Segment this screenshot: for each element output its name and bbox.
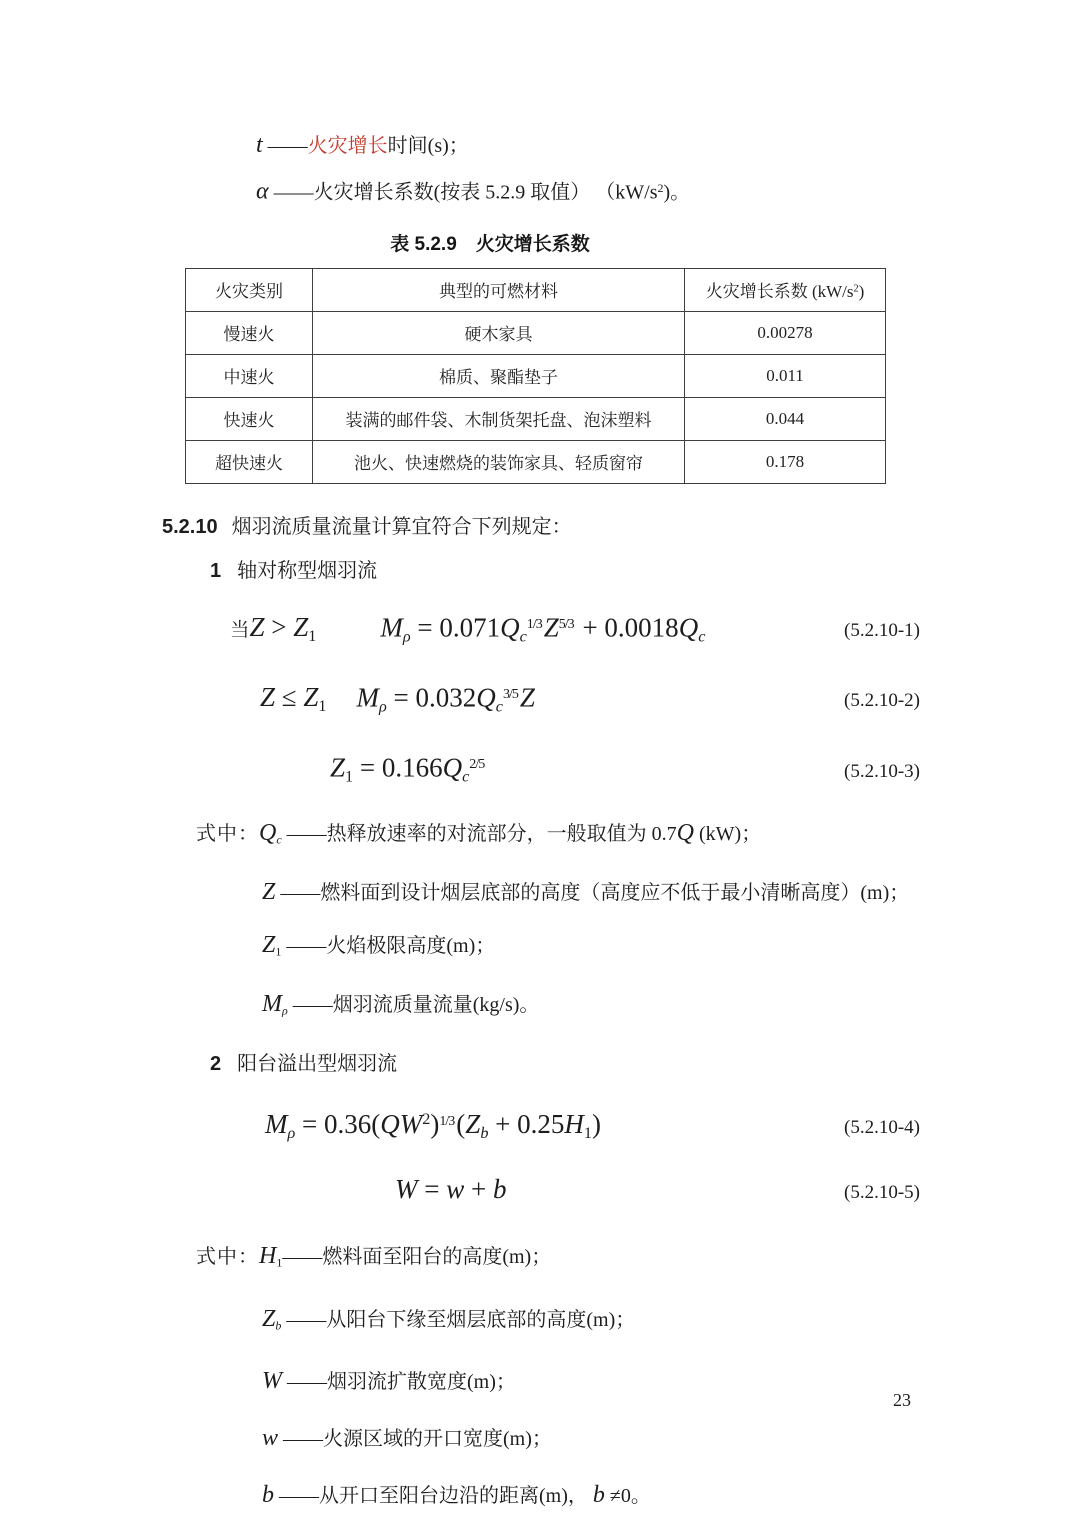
text-segment: —— bbox=[281, 1308, 327, 1331]
fire-growth-coefficient-table bbox=[185, 268, 886, 484]
equation-condition bbox=[230, 605, 316, 658]
text-segment: ( bbox=[456, 1109, 466, 1140]
where-entry bbox=[262, 1421, 920, 1456]
list-item-2 bbox=[210, 1049, 920, 1079]
text-segment: ≤ bbox=[275, 682, 304, 713]
text-segment: Q bbox=[500, 612, 520, 643]
text-segment: 1 bbox=[345, 767, 354, 786]
table-header-typical-materials: 典型的可燃材料 bbox=[313, 268, 685, 311]
where-entry-text bbox=[262, 879, 910, 906]
where-clause-block-1 bbox=[160, 816, 920, 1027]
where-entry-text bbox=[262, 1425, 552, 1452]
where-entry bbox=[262, 928, 920, 969]
text-segment: ρ bbox=[287, 1123, 296, 1142]
text-segment: 2/5 bbox=[469, 756, 485, 773]
page-number: 23 bbox=[893, 1390, 911, 1410]
text-segment: 1/3 bbox=[439, 1112, 455, 1129]
table-cell-value: 0.00278 bbox=[685, 311, 886, 354]
text-segment: c bbox=[519, 626, 527, 645]
text-segment: —— bbox=[268, 181, 314, 204]
where-label: 式中： bbox=[196, 823, 259, 846]
text-segment: QW bbox=[380, 1109, 423, 1140]
text-segment: c bbox=[698, 626, 706, 645]
text-segment: b bbox=[262, 1482, 274, 1509]
clause-number: 5.2.10 bbox=[162, 515, 218, 538]
text-segment: 5/3 bbox=[558, 615, 574, 632]
text-segment: —— bbox=[287, 993, 333, 1016]
text-segment: 1 bbox=[583, 1123, 592, 1142]
equation-condition bbox=[260, 675, 326, 728]
text-segment: —— bbox=[262, 135, 308, 157]
text-segment: b bbox=[480, 1123, 489, 1142]
definition-line-t bbox=[256, 130, 920, 161]
text-segment: —— bbox=[282, 1371, 327, 1394]
text-segment: Z bbox=[260, 682, 276, 713]
text-segment: Z bbox=[543, 612, 559, 643]
text-segment: 3/5 bbox=[502, 685, 518, 702]
table-row bbox=[186, 440, 886, 483]
equation-5-2-10-1 bbox=[160, 602, 920, 658]
table-cell-materials: 装满的邮件袋、木制货架托盘、泡沫塑料 bbox=[313, 397, 685, 440]
where-entry bbox=[262, 1364, 920, 1399]
equation-5-2-10-2 bbox=[160, 672, 920, 728]
text-segment: )。 bbox=[663, 181, 691, 204]
text-segment: α bbox=[256, 178, 269, 205]
equation-body bbox=[395, 1167, 506, 1211]
table-header-growth-coefficient bbox=[685, 268, 886, 311]
text-segment: 1 bbox=[318, 697, 327, 716]
text-segment: = 0.032 bbox=[386, 682, 477, 713]
text-segment: Q bbox=[476, 682, 496, 713]
table-header-row bbox=[186, 268, 886, 311]
text-segment: 火灾增长系数(按表 5.2.9 取值） （kW/s bbox=[313, 181, 658, 204]
text-segment: + bbox=[464, 1173, 493, 1204]
where-entry bbox=[262, 1302, 920, 1343]
text-segment: 燃料面至阳台的高度(m)； bbox=[322, 1245, 552, 1268]
clause-5-2-10 bbox=[162, 512, 920, 542]
text-segment: b bbox=[592, 1482, 605, 1509]
text-segment: Z bbox=[293, 612, 309, 643]
text-segment: W bbox=[395, 1173, 418, 1204]
text-segment: 2 bbox=[657, 181, 664, 195]
text-segment: 从开口至阳台边沿的距离(m)， bbox=[319, 1485, 593, 1508]
text-segment: —— bbox=[281, 823, 327, 846]
text-segment: w bbox=[446, 1173, 465, 1204]
text-segment: —— bbox=[282, 1245, 323, 1268]
text-segment: —— bbox=[281, 935, 327, 958]
table-cell-value: 0.044 bbox=[685, 397, 886, 440]
text-segment: Q bbox=[259, 820, 277, 847]
table-cell-materials: 棉质、聚酯垫子 bbox=[313, 354, 685, 397]
table-cell-value: 0.011 bbox=[685, 354, 886, 397]
text-segment: = 0.36( bbox=[295, 1109, 381, 1140]
where-entry bbox=[196, 1239, 920, 1280]
list-item-label: 轴对称型烟羽流 bbox=[237, 559, 378, 582]
list-item-number: 2 bbox=[210, 1053, 222, 1076]
table-row bbox=[186, 354, 886, 397]
text-segment: M bbox=[265, 1109, 288, 1140]
text-segment: Z bbox=[262, 1305, 276, 1332]
text-segment: Z bbox=[249, 612, 265, 643]
table-cell-category: 慢速火 bbox=[186, 311, 313, 354]
list-item-number: 1 bbox=[210, 559, 222, 582]
table-header-fire-category: 火灾类别 bbox=[186, 268, 313, 311]
where-entry-text bbox=[259, 1242, 552, 1270]
text-segment: + 0.25 bbox=[488, 1109, 565, 1140]
where-clause-block-2 bbox=[160, 1239, 920, 1513]
text-segment: —— bbox=[278, 1428, 324, 1451]
text-segment: Q bbox=[678, 612, 699, 643]
text-segment: c bbox=[495, 697, 503, 716]
text-segment: 1/3 bbox=[526, 615, 542, 632]
table-row bbox=[186, 311, 886, 354]
text-segment: c bbox=[276, 833, 282, 848]
equation-number: (5.2.10-1) bbox=[844, 620, 920, 642]
text-segment: 热释放速率的对流部分，一般取值为 0.7 bbox=[326, 823, 677, 846]
text-segment: Z bbox=[330, 752, 346, 783]
text-segment: 1 bbox=[275, 944, 282, 959]
equation-body bbox=[356, 672, 534, 728]
text-segment: 当 bbox=[230, 620, 250, 642]
text-segment: (kW)； bbox=[694, 823, 762, 846]
text-segment: ρ bbox=[282, 1003, 288, 1018]
equation-number: (5.2.10-4) bbox=[844, 1117, 920, 1139]
text-segment: 火源区域的开口宽度(m)； bbox=[323, 1428, 552, 1451]
text-segment: Z bbox=[465, 1109, 481, 1140]
where-entry bbox=[262, 875, 920, 910]
text-segment: Q bbox=[442, 752, 463, 783]
text-segment: + 0.0018 bbox=[575, 612, 679, 643]
equation-5-2-10-3 bbox=[160, 742, 920, 798]
text-segment: H bbox=[564, 1109, 584, 1140]
text-segment: ) bbox=[591, 1109, 601, 1140]
text-segment: c bbox=[462, 767, 470, 786]
text-segment: = 0.071 bbox=[410, 612, 501, 643]
text-segment: ) bbox=[858, 282, 865, 302]
text-segment: 烟羽流质量流量(kg/s)。 bbox=[332, 993, 540, 1016]
where-label: 式中： bbox=[196, 1245, 259, 1268]
text-segment: Q bbox=[676, 820, 695, 847]
text-segment: b bbox=[492, 1173, 507, 1204]
text-segment: w bbox=[262, 1425, 279, 1452]
text-segment: 2 bbox=[422, 1110, 431, 1129]
text-segment: Z bbox=[262, 879, 276, 906]
text-segment: b bbox=[275, 1318, 282, 1333]
equation-5-2-10-4 bbox=[160, 1097, 920, 1155]
where-entry bbox=[262, 987, 920, 1028]
where-entry-text bbox=[259, 820, 762, 848]
where-entry bbox=[196, 816, 920, 857]
text-segment: = 0.166 bbox=[353, 752, 443, 783]
text-segment: 烟羽流扩散宽度(m)； bbox=[327, 1371, 516, 1394]
text-segment: ) bbox=[430, 1109, 440, 1140]
equation-number: (5.2.10-2) bbox=[844, 690, 920, 712]
text-segment: M bbox=[380, 612, 403, 643]
text-segment: 1 bbox=[276, 1255, 283, 1270]
table-row bbox=[186, 397, 886, 440]
text-segment: 1 bbox=[308, 626, 317, 645]
definition-line-alpha bbox=[256, 173, 920, 208]
text-segment: > bbox=[264, 612, 294, 643]
equation-5-2-10-5 bbox=[160, 1167, 920, 1215]
where-entry-text bbox=[262, 1482, 651, 1509]
table-cell-category: 超快速火 bbox=[186, 440, 313, 483]
text-segment: —— bbox=[274, 1485, 319, 1508]
table-cell-category: 中速火 bbox=[186, 354, 313, 397]
text-segment: W bbox=[262, 1368, 282, 1395]
equation-body bbox=[330, 742, 486, 798]
text-segment: 2 bbox=[853, 283, 859, 295]
text-segment: M bbox=[262, 990, 282, 1017]
clause-text: 烟羽流质量流量计算宜符合下列规定： bbox=[231, 515, 572, 538]
text-segment: M bbox=[356, 682, 379, 713]
where-entry-text bbox=[262, 990, 540, 1018]
where-entry-text bbox=[262, 1368, 516, 1395]
text-segment: 时间(s)； bbox=[387, 135, 469, 157]
equation-body bbox=[380, 602, 705, 658]
list-item-label: 阳台溢出型烟羽流 bbox=[237, 1053, 398, 1076]
where-entry-text bbox=[262, 932, 496, 959]
equation-number: (5.2.10-5) bbox=[844, 1181, 920, 1203]
table-cell-materials: 硬木家具 bbox=[313, 311, 685, 354]
text-segment: 燃料面到设计烟层底部的高度（高度应不低于最小清晰高度）(m)； bbox=[320, 882, 910, 905]
text-segment: 从阳台下缘至烟层底部的高度(m)； bbox=[326, 1308, 636, 1331]
table-cell-category: 快速火 bbox=[186, 397, 313, 440]
text-segment: ρ bbox=[402, 626, 411, 645]
text-segment: Z bbox=[519, 682, 535, 713]
text-segment: 火灾增长系数 (kW/s bbox=[705, 282, 854, 302]
text-segment: ≠0。 bbox=[604, 1485, 651, 1508]
where-entry bbox=[262, 1478, 920, 1513]
table-cell-value: 0.178 bbox=[685, 440, 886, 483]
text-segment: Z bbox=[262, 932, 276, 959]
text-segment: 火焰极限高度(m)； bbox=[326, 935, 496, 958]
text-segment: = bbox=[417, 1173, 447, 1204]
text-segment: ρ bbox=[378, 697, 387, 716]
text-segment: —— bbox=[275, 882, 321, 905]
page-content bbox=[160, 130, 920, 1513]
table-title: 表 5.2.9 火灾增长系数 bbox=[390, 233, 590, 255]
text-segment: 火灾增长 bbox=[307, 135, 388, 157]
text-segment: Z bbox=[303, 682, 319, 713]
equation-body bbox=[265, 1097, 601, 1155]
table-cell-materials: 池火、快速燃烧的装饰家具、轻质窗帘 bbox=[313, 440, 685, 483]
list-item-1 bbox=[210, 556, 920, 586]
text-segment: H bbox=[259, 1242, 277, 1269]
equation-number: (5.2.10-3) bbox=[844, 760, 920, 782]
where-entry-text bbox=[262, 1305, 636, 1333]
text-segment: t bbox=[256, 132, 263, 158]
